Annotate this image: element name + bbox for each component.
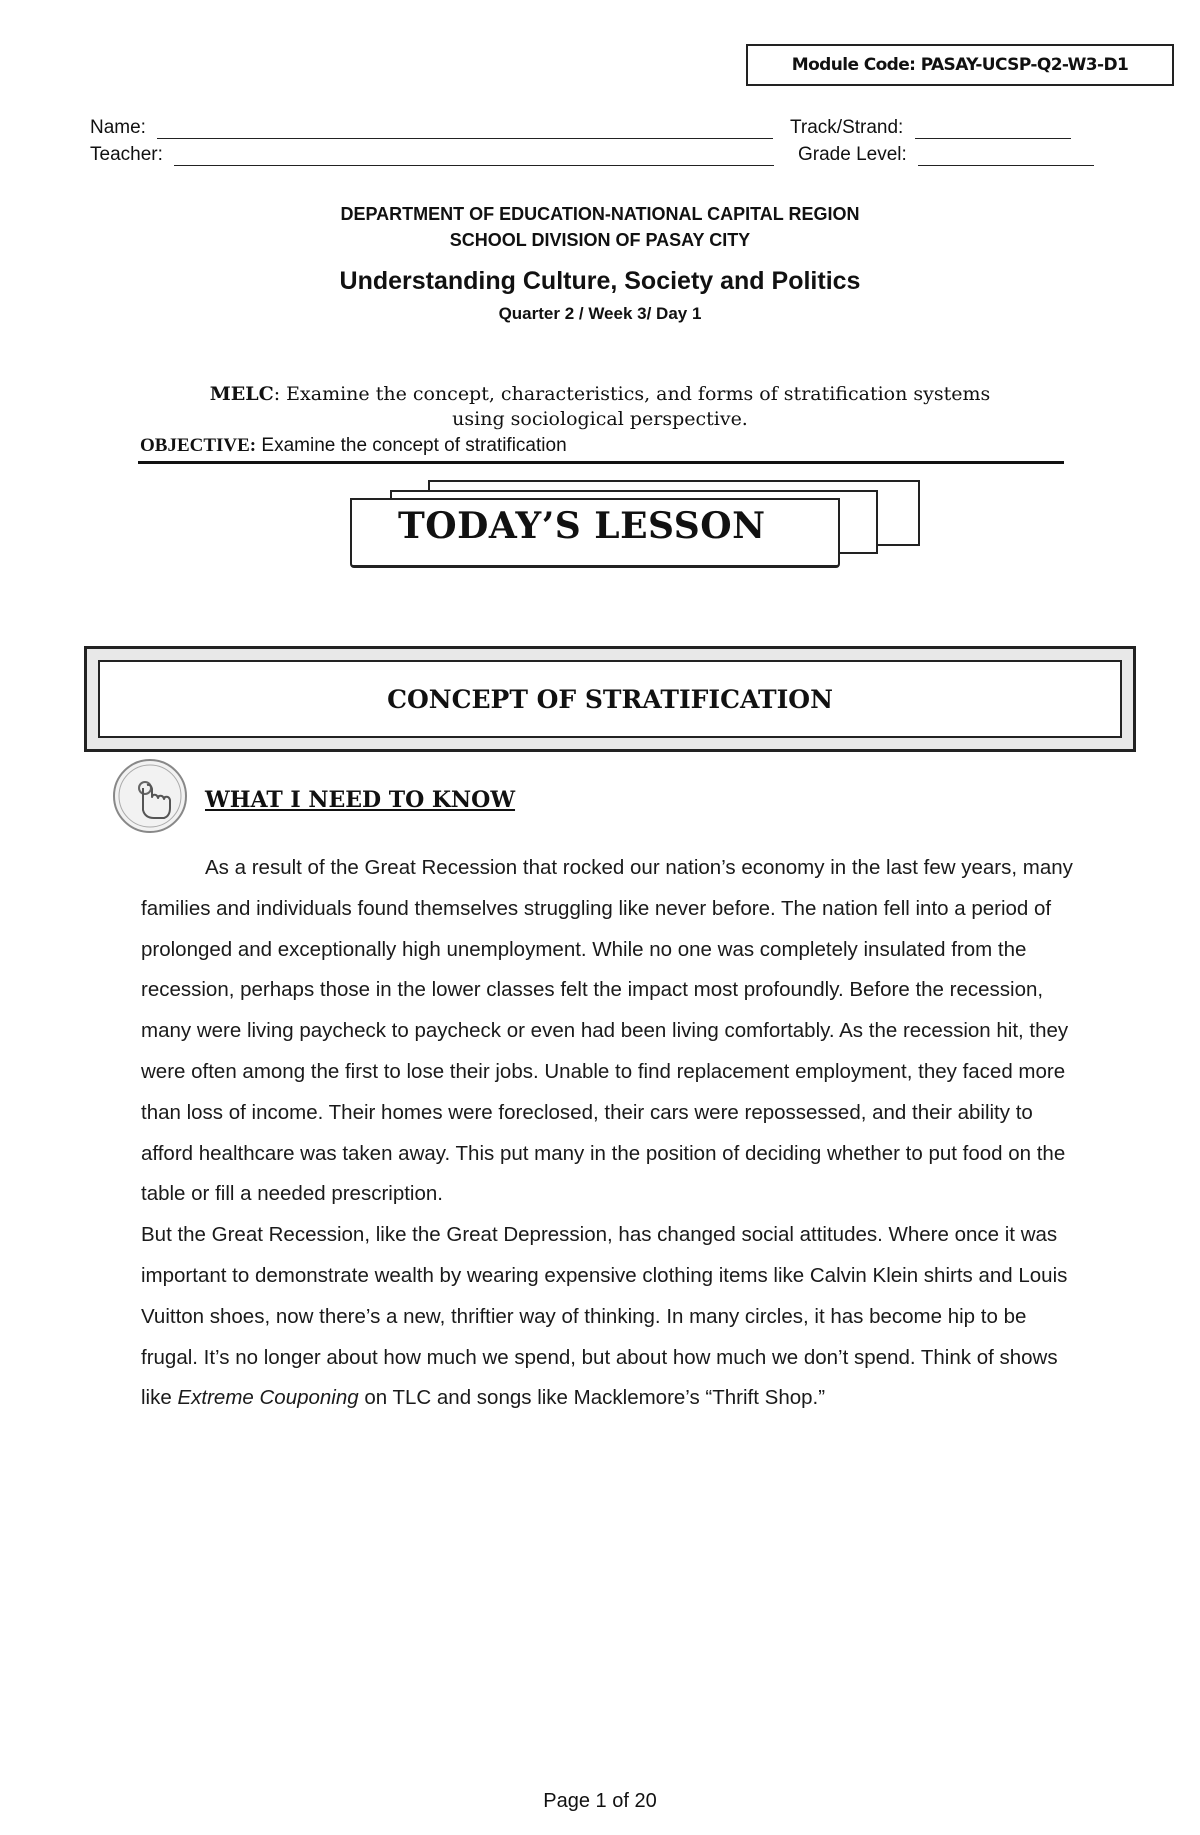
division-heading: SCHOOL DIVISION OF PASAY CITY [449, 230, 751, 250]
subject-title: Understanding Culture, Society and Politics [339, 267, 861, 295]
objective-text: Examine the concept of stratification [256, 435, 567, 456]
paragraph-2 [141, 1215, 1076, 1419]
objective-statement [140, 435, 567, 457]
paragraph-1: As a result of the Great Recession that rocked our nation’s economy in the last few years, many families and individuals found themselves struggling like never before. The nation fell into a period of prolonged and exceptionally high unemployment. While no one was completely insulated from the recession, perhaps those in the lower classes felt the impact most profoundly. Before the recession, many were living paycheck to paycheck or even had been living comfortably. As the recession hit, they were often among the first to lose their jobs. Unable to find replacement employment, they faced more than loss of income. Their homes were foreclosed, their cars were repossessed, and their ability to afford healthcare was taken away. This put many in the position of deciding whether to put food on the table or fill a needed prescription. [141, 856, 1073, 1206]
track-row [790, 117, 1071, 139]
melc-text1: : Examine the concept, characteristics, and forms of stratification systems [273, 383, 991, 405]
body-text [141, 848, 1076, 1419]
paragraph-2-end: on TLC and songs like Macklemore’s “Thrift Shop.” [358, 1386, 826, 1410]
objective-label: OBJECTIVE: [140, 435, 257, 456]
track-label: Track/Strand: [790, 117, 904, 138]
module-code-box [746, 44, 1174, 86]
name-row [90, 117, 773, 139]
track-field[interactable] [915, 120, 1071, 139]
teacher-field[interactable] [174, 147, 774, 166]
department-heading: DEPARTMENT OF EDUCATION-NATIONAL CAPITAL REGION [340, 204, 860, 224]
quarter-label: Quarter 2 / Week 3/ Day 1 [498, 304, 702, 323]
divider-rule [138, 461, 1064, 464]
teacher-label: Teacher: [90, 144, 163, 165]
grade-row [798, 144, 1094, 166]
melc-line1 [130, 382, 1070, 407]
paragraph-2-main: But the Great Recession, like the Great Depression, has changed social attitudes. Where once it was important to demonstrate wealth by wearing expensive clothing items like Calvin Klein shirts and Louis Vuitton shoes, now there’s a new, thriftier way of thinking. In many circles, it has become hip to be frugal. It’s no longer about how much we spend, but about how much we don’t spend. Think of shows like [141, 1223, 1068, 1410]
section-title: WHAT I NEED TO KNOW [205, 787, 516, 813]
page-number: Page 1 of 20 [543, 1790, 657, 1812]
lesson-banner-text: TODAY’S LESSON [398, 505, 766, 547]
module-code: Module Code: PASAY-UCSP-Q2-W3-D1 [791, 55, 1129, 75]
hand-pointer-icon [112, 758, 188, 834]
concept-title-box [98, 660, 1122, 738]
name-field[interactable] [157, 120, 773, 139]
name-label: Name: [90, 117, 146, 138]
grade-field[interactable] [918, 147, 1094, 166]
melc-statement [130, 382, 1070, 432]
melc-label: MELC [209, 383, 274, 405]
melc-text2: using sociological perspective. [452, 408, 748, 430]
concept-title: CONCEPT OF STRATIFICATION [387, 684, 833, 714]
grade-label: Grade Level: [798, 144, 907, 165]
teacher-row [90, 144, 774, 166]
paragraph-2-italic: Extreme Couponing [177, 1386, 359, 1410]
